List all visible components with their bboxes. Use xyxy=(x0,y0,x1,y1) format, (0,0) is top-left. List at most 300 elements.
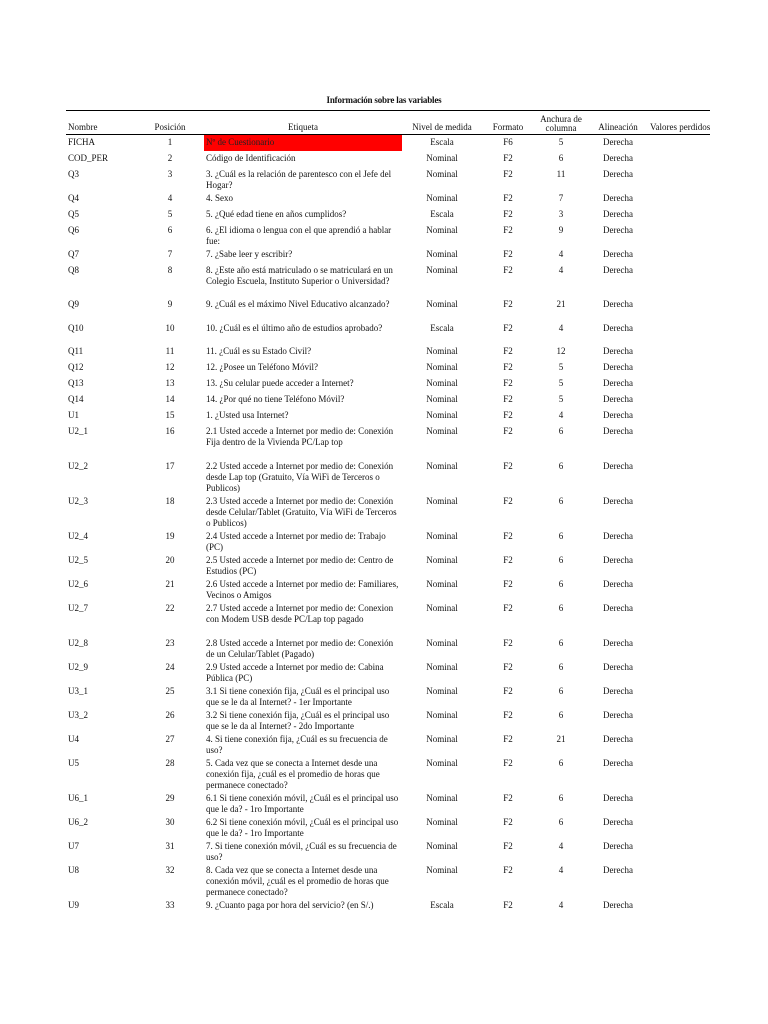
table-row xyxy=(66,529,742,553)
cell-posicion: 28 xyxy=(165,758,175,768)
cell-posicion: 14 xyxy=(165,394,175,404)
cell-anchura: 6 xyxy=(558,461,564,471)
cell-alineacion: Derecha xyxy=(603,193,633,203)
cell-anchura: 5 xyxy=(558,137,564,147)
cell-nivel: Nominal xyxy=(426,225,458,235)
cell-formato: F2 xyxy=(503,900,513,910)
cell-etiqueta: Nº de Cuestionario xyxy=(204,135,402,151)
cell-nivel: Nominal xyxy=(426,153,458,163)
cell-anchura: 6 xyxy=(558,496,564,506)
cell-nombre: U2_9 xyxy=(68,662,88,672)
cell-anchura: 4 xyxy=(558,265,564,275)
cell-posicion: 19 xyxy=(165,531,175,541)
cell-etiqueta: 10. ¿Cuál es el último año de estudios aprobado? xyxy=(206,323,383,333)
cell-nombre: Q12 xyxy=(68,362,84,372)
cell-nivel: Nominal xyxy=(426,249,458,259)
cell-etiqueta: 7. Si tiene conexión móvil, ¿Cuál es su frecuencia de uso? xyxy=(206,841,397,862)
header-valores: Valores perdidos xyxy=(650,122,711,132)
cell-nombre: Q7 xyxy=(68,249,79,259)
cell-formato: F2 xyxy=(503,299,513,309)
cell-formato: F2 xyxy=(503,426,513,436)
cell-etiqueta: 2.5 Usted accede a Internet por medio de: Centro de Estudios (PC) xyxy=(206,555,394,576)
cell-anchura: 4 xyxy=(558,900,564,910)
cell-formato: F2 xyxy=(503,394,513,404)
cell-etiqueta: 14. ¿Por qué no tiene Teléfono Móvil? xyxy=(206,394,345,404)
cell-etiqueta: Código de Identificación xyxy=(206,153,296,163)
cell-formato: F2 xyxy=(503,817,513,827)
cell-etiqueta: 2.2 Usted accede a Internet por medio de: Conexión desde Lap top (Gratuito, Vía WiFi de Terceros o Publicos) xyxy=(206,461,394,493)
cell-nivel: Nominal xyxy=(426,603,458,613)
cell-nivel: Nominal xyxy=(426,793,458,803)
cell-valores-perdidos xyxy=(648,791,742,815)
table-row xyxy=(66,898,742,918)
cell-posicion: 3 xyxy=(167,169,173,179)
cell-posicion: 27 xyxy=(165,734,175,744)
cell-valores-perdidos xyxy=(648,660,742,684)
cell-alineacion: Derecha xyxy=(603,362,633,372)
cell-nombre: Q5 xyxy=(68,209,79,219)
cell-formato: F2 xyxy=(503,193,513,203)
cell-nombre: Q3 xyxy=(68,169,79,179)
cell-nombre: U6_1 xyxy=(68,793,88,803)
table-row xyxy=(66,839,742,863)
cell-posicion: 20 xyxy=(165,555,175,565)
table-row xyxy=(66,577,742,601)
cell-etiqueta: 9. ¿Cuanto paga por hora del servicio? (en S/.) xyxy=(206,900,374,910)
cell-nombre: Q11 xyxy=(68,346,84,356)
cell-formato: F2 xyxy=(503,710,513,720)
cell-valores-perdidos xyxy=(648,601,742,636)
cell-anchura: 4 xyxy=(558,249,564,259)
header-nombre: Nombre xyxy=(68,122,98,132)
cell-posicion: 21 xyxy=(165,579,175,589)
cell-anchura: 6 xyxy=(558,603,564,613)
cell-anchura: 4 xyxy=(558,841,564,851)
table-row xyxy=(66,263,742,297)
table-header-row xyxy=(66,111,742,135)
cell-posicion: 13 xyxy=(165,378,175,388)
cell-alineacion: Derecha xyxy=(603,638,633,648)
cell-anchura: 6 xyxy=(558,793,564,803)
cell-alineacion: Derecha xyxy=(603,169,633,179)
cell-posicion: 1 xyxy=(167,137,173,147)
cell-valores-perdidos xyxy=(648,263,742,297)
cell-alineacion: Derecha xyxy=(603,793,633,803)
cell-anchura: 4 xyxy=(558,865,564,875)
table-row xyxy=(66,135,742,151)
cell-nombre: U5 xyxy=(68,758,79,768)
table-row xyxy=(66,408,742,424)
cell-anchura: 21 xyxy=(556,299,566,309)
cell-nombre: U1 xyxy=(68,410,79,420)
cell-posicion: 12 xyxy=(165,362,175,372)
table-row xyxy=(66,636,742,660)
cell-nivel: Escala xyxy=(430,900,454,910)
cell-valores-perdidos xyxy=(648,167,742,191)
cell-nivel: Nominal xyxy=(426,579,458,589)
table-row xyxy=(66,321,742,344)
cell-alineacion: Derecha xyxy=(603,841,633,851)
cell-nivel: Escala xyxy=(430,323,454,333)
cell-anchura: 6 xyxy=(558,579,564,589)
cell-nivel: Nominal xyxy=(426,193,458,203)
cell-nivel: Nominal xyxy=(426,531,458,541)
cell-valores-perdidos xyxy=(648,708,742,732)
cell-etiqueta: 12. ¿Posee un Teléfono Móvil? xyxy=(206,362,318,372)
cell-valores-perdidos xyxy=(648,360,742,376)
table-row xyxy=(66,424,742,459)
cell-nombre: U6_2 xyxy=(68,817,88,827)
cell-etiqueta: 2.1 Usted accede a Internet por medio de: Conexión Fija dentro de la Vivienda PC/Lap top xyxy=(206,426,394,447)
cell-anchura: 6 xyxy=(558,710,564,720)
cell-alineacion: Derecha xyxy=(603,209,633,219)
cell-alineacion: Derecha xyxy=(603,758,633,768)
header-formato: Formato xyxy=(492,122,524,132)
cell-valores-perdidos xyxy=(648,898,742,918)
cell-valores-perdidos xyxy=(648,494,742,529)
cell-anchura: 6 xyxy=(558,686,564,696)
cell-anchura: 5 xyxy=(558,394,564,404)
table-row xyxy=(66,167,742,191)
cell-nivel: Nominal xyxy=(426,555,458,565)
cell-posicion: 31 xyxy=(165,841,175,851)
table-row xyxy=(66,791,742,815)
cell-nivel: Nominal xyxy=(426,265,458,275)
table-row xyxy=(66,297,742,321)
cell-nivel: Nominal xyxy=(426,865,458,875)
table-row xyxy=(66,756,742,791)
cell-valores-perdidos xyxy=(648,247,742,263)
cell-posicion: 18 xyxy=(165,496,175,506)
cell-etiqueta: 2.4 Usted accede a Internet por medio de: Trabajo (PC) xyxy=(206,531,386,552)
cell-valores-perdidos xyxy=(648,424,742,459)
cell-posicion: 24 xyxy=(165,662,175,672)
cell-nombre: U2_7 xyxy=(68,603,88,613)
cell-valores-perdidos xyxy=(648,732,742,756)
cell-etiqueta: 2.7 Usted accede a Internet por medio de: Conexion con Modem USB desde PC/Lap top pagado xyxy=(206,603,394,624)
cell-formato: F2 xyxy=(503,531,513,541)
cell-nivel: Nominal xyxy=(426,169,458,179)
cell-valores-perdidos xyxy=(648,191,742,207)
cell-nivel: Nominal xyxy=(426,662,458,672)
cell-formato: F2 xyxy=(503,362,513,372)
cell-formato: F2 xyxy=(503,346,513,356)
table-row xyxy=(66,191,742,207)
cell-formato: F2 xyxy=(503,461,513,471)
cell-nombre: U2_6 xyxy=(68,579,88,589)
cell-nombre: U2_1 xyxy=(68,426,88,436)
cell-etiqueta: 5. ¿Qué edad tiene en años cumplidos? xyxy=(206,209,347,219)
cell-alineacion: Derecha xyxy=(603,426,633,436)
cell-nivel: Escala xyxy=(430,209,454,219)
table-row xyxy=(66,684,742,708)
cell-alineacion: Derecha xyxy=(603,686,633,696)
cell-posicion: 26 xyxy=(165,710,175,720)
cell-alineacion: Derecha xyxy=(603,461,633,471)
cell-anchura: 4 xyxy=(558,323,564,333)
cell-anchura: 9 xyxy=(558,225,564,235)
cell-alineacion: Derecha xyxy=(603,734,633,744)
cell-posicion: 4 xyxy=(167,193,173,203)
cell-nombre: Q9 xyxy=(68,299,79,309)
cell-posicion: 8 xyxy=(167,265,173,275)
table-row xyxy=(66,376,742,392)
cell-valores-perdidos xyxy=(648,459,742,494)
cell-posicion: 7 xyxy=(167,249,173,259)
cell-formato: F2 xyxy=(503,686,513,696)
cell-nivel: Nominal xyxy=(426,410,458,420)
cell-formato: F2 xyxy=(503,323,513,333)
cell-formato: F2 xyxy=(503,758,513,768)
cell-nombre: U4 xyxy=(68,734,79,744)
cell-nivel: Nominal xyxy=(426,461,458,471)
cell-posicion: 17 xyxy=(165,461,175,471)
cell-alineacion: Derecha xyxy=(603,555,633,565)
cell-nombre: U3_1 xyxy=(68,686,88,696)
cell-anchura: 6 xyxy=(558,555,564,565)
table-row xyxy=(66,151,742,167)
cell-nombre: U2_8 xyxy=(68,638,88,648)
cell-valores-perdidos xyxy=(648,135,742,151)
table-row xyxy=(66,815,742,839)
cell-formato: F2 xyxy=(503,410,513,420)
table-row xyxy=(66,732,742,756)
table-row xyxy=(66,207,742,223)
cell-alineacion: Derecha xyxy=(603,225,633,235)
table-row xyxy=(66,494,742,529)
cell-alineacion: Derecha xyxy=(603,378,633,388)
cell-formato: F2 xyxy=(503,209,513,219)
table-row xyxy=(66,459,742,494)
cell-valores-perdidos xyxy=(648,392,742,408)
cell-alineacion: Derecha xyxy=(603,817,633,827)
cell-valores-perdidos xyxy=(648,636,742,660)
cell-etiqueta: 6. ¿El idioma o lengua con el que aprendió a hablar fue: xyxy=(206,225,392,246)
cell-nombre: Q10 xyxy=(68,323,84,333)
cell-formato: F2 xyxy=(503,153,513,163)
table-row xyxy=(66,660,742,684)
variables-table xyxy=(66,111,742,918)
cell-posicion: 32 xyxy=(165,865,175,875)
cell-etiqueta: 8. ¿Este año está matriculado o se matriculará en un Colegio Escuela, Instituto Superior o Universidad? xyxy=(206,265,393,286)
cell-nivel: Nominal xyxy=(426,378,458,388)
cell-formato: F2 xyxy=(503,496,513,506)
cell-nivel: Nominal xyxy=(426,710,458,720)
cell-nivel: Nominal xyxy=(426,426,458,436)
cell-nivel: Nominal xyxy=(426,686,458,696)
cell-alineacion: Derecha xyxy=(603,710,633,720)
cell-valores-perdidos xyxy=(648,756,742,791)
cell-alineacion: Derecha xyxy=(603,603,633,613)
cell-posicion: 15 xyxy=(165,410,175,420)
cell-posicion: 30 xyxy=(165,817,175,827)
cell-posicion: 22 xyxy=(165,603,175,613)
cell-nivel: Nominal xyxy=(426,362,458,372)
cell-alineacion: Derecha xyxy=(603,323,633,333)
cell-nivel: Nominal xyxy=(426,817,458,827)
cell-nombre: U9 xyxy=(68,900,79,910)
cell-etiqueta: 2.6 Usted accede a Internet por medio de: Familiares, Vecinos o Amigos xyxy=(206,579,399,600)
cell-alineacion: Derecha xyxy=(603,662,633,672)
cell-etiqueta: 11. ¿Cuál es su Estado Civil? xyxy=(206,346,312,356)
cell-nivel: Nominal xyxy=(426,734,458,744)
cell-formato: F2 xyxy=(503,662,513,672)
cell-formato: F2 xyxy=(503,793,513,803)
cell-alineacion: Derecha xyxy=(603,579,633,589)
cell-formato: F2 xyxy=(503,734,513,744)
cell-nombre: Q8 xyxy=(68,265,79,275)
cell-nombre: U2_3 xyxy=(68,496,88,506)
cell-nivel: Nominal xyxy=(426,638,458,648)
cell-etiqueta: 4. Sexo xyxy=(206,193,233,203)
header-anchura: Anchura de columna xyxy=(540,114,582,133)
cell-posicion: 16 xyxy=(165,426,175,436)
cell-nivel: Nominal xyxy=(426,394,458,404)
cell-nombre: U2_4 xyxy=(68,531,88,541)
cell-formato: F2 xyxy=(503,169,513,179)
cell-anchura: 5 xyxy=(558,378,564,388)
cell-formato: F2 xyxy=(503,555,513,565)
table-row xyxy=(66,863,742,898)
cell-nombre: U7 xyxy=(68,841,79,851)
cell-anchura: 5 xyxy=(558,362,564,372)
cell-nombre: U2_5 xyxy=(68,555,88,565)
cell-nombre: Q14 xyxy=(68,394,84,404)
cell-posicion: 23 xyxy=(165,638,175,648)
cell-nombre: U3_2 xyxy=(68,710,88,720)
cell-formato: F2 xyxy=(503,249,513,259)
cell-posicion: 9 xyxy=(167,299,173,309)
cell-posicion: 2 xyxy=(167,153,173,163)
cell-alineacion: Derecha xyxy=(603,531,633,541)
cell-valores-perdidos xyxy=(648,815,742,839)
cell-alineacion: Derecha xyxy=(603,496,633,506)
cell-anchura: 6 xyxy=(558,662,564,672)
cell-alineacion: Derecha xyxy=(603,265,633,275)
cell-nivel: Nominal xyxy=(426,346,458,356)
cell-valores-perdidos xyxy=(648,577,742,601)
cell-valores-perdidos xyxy=(648,376,742,392)
cell-etiqueta: 3.1 Si tiene conexión fija, ¿Cuál es el principal uso que se le da al Internet? - 1er Importante xyxy=(206,686,390,707)
table-row xyxy=(66,553,742,577)
table-row xyxy=(66,247,742,263)
cell-etiqueta: 9. ¿Cuál es el máximo Nivel Educativo alcanzado? xyxy=(206,299,390,309)
cell-alineacion: Derecha xyxy=(603,299,633,309)
cell-valores-perdidos xyxy=(648,529,742,553)
cell-anchura: 6 xyxy=(558,817,564,827)
cell-anchura: 3 xyxy=(558,209,564,219)
cell-nombre: COD_PER xyxy=(68,153,109,163)
cell-formato: F6 xyxy=(503,137,513,147)
cell-formato: F2 xyxy=(503,865,513,875)
cell-valores-perdidos xyxy=(648,408,742,424)
cell-formato: F2 xyxy=(503,603,513,613)
cell-formato: F2 xyxy=(503,225,513,235)
cell-alineacion: Derecha xyxy=(603,137,633,147)
cell-nombre: U2_2 xyxy=(68,461,88,471)
cell-valores-perdidos xyxy=(648,863,742,898)
cell-nivel: Nominal xyxy=(426,299,458,309)
cell-anchura: 6 xyxy=(558,426,564,436)
cell-anchura: 21 xyxy=(556,734,566,744)
cell-valores-perdidos xyxy=(648,223,742,247)
cell-alineacion: Derecha xyxy=(603,394,633,404)
cell-anchura: 6 xyxy=(558,758,564,768)
cell-formato: F2 xyxy=(503,579,513,589)
cell-etiqueta: 7. ¿Sabe leer y escribir? xyxy=(206,249,293,259)
cell-alineacion: Derecha xyxy=(603,900,633,910)
cell-posicion: 11 xyxy=(165,346,175,356)
cell-formato: F2 xyxy=(503,638,513,648)
header-nivel: Nivel de medida xyxy=(412,122,472,132)
cell-etiqueta: 2.3 Usted accede a Internet por medio de: Conexión desde Celular/Tablet (Gratuito, Vía WiFi de Terceros o Publicos) xyxy=(206,496,397,528)
cell-alineacion: Derecha xyxy=(603,153,633,163)
cell-valores-perdidos xyxy=(648,839,742,863)
header-alineacion: Alineación xyxy=(598,122,638,132)
cell-valores-perdidos xyxy=(648,297,742,321)
document-title: Información sobre las variables xyxy=(326,95,442,105)
table-row xyxy=(66,601,742,636)
table-row xyxy=(66,223,742,247)
cell-nivel: Nominal xyxy=(426,758,458,768)
cell-formato: F2 xyxy=(503,841,513,851)
cell-anchura: 6 xyxy=(558,153,564,163)
cell-etiqueta: 6.2 Si tiene conexión móvil, ¿Cuál es el principal uso que le da? - 1ro Importante xyxy=(206,817,399,838)
cell-alineacion: Derecha xyxy=(603,346,633,356)
cell-etiqueta: 1. ¿Usted usa Internet? xyxy=(206,410,289,420)
cell-nombre: U8 xyxy=(68,865,79,875)
cell-etiqueta: 8. Cada vez que se conecta a Internet desde una conexión móvil, ¿cuál es el promedio de horas que permanece conectado? xyxy=(206,865,389,897)
cell-valores-perdidos xyxy=(648,344,742,360)
header-etiqueta: Etiqueta xyxy=(288,122,318,132)
cell-nivel: Escala xyxy=(430,137,454,147)
header-posicion: Posición xyxy=(154,122,186,132)
table-row xyxy=(66,392,742,408)
cell-anchura: 7 xyxy=(558,193,564,203)
table-row xyxy=(66,360,742,376)
cell-anchura: 6 xyxy=(558,638,564,648)
cell-posicion: 33 xyxy=(165,900,175,910)
cell-posicion: 5 xyxy=(167,209,173,219)
cell-posicion: 10 xyxy=(165,323,175,333)
cell-formato: F2 xyxy=(503,265,513,275)
cell-nombre: Q13 xyxy=(68,378,84,388)
cell-valores-perdidos xyxy=(648,207,742,223)
cell-anchura: 12 xyxy=(556,346,566,356)
table-row xyxy=(66,708,742,732)
cell-anchura: 11 xyxy=(556,169,566,179)
cell-etiqueta: 2.9 Usted accede a Internet por medio de: Cabina Pública (PC) xyxy=(206,662,384,683)
cell-nombre: FICHA xyxy=(68,137,96,147)
cell-posicion: 25 xyxy=(165,686,175,696)
cell-valores-perdidos xyxy=(648,553,742,577)
cell-etiqueta: 5. Cada vez que se conecta a Internet desde una conexión fija, ¿cuál es el promedio de horas que permanece conectado? xyxy=(206,758,380,790)
cell-alineacion: Derecha xyxy=(603,865,633,875)
cell-etiqueta: 3. ¿Cuál es la relación de parentesco con el Jefe del Hogar? xyxy=(206,169,392,190)
cell-anchura: 4 xyxy=(558,410,564,420)
cell-valores-perdidos xyxy=(648,321,742,344)
cell-etiqueta: 4. Si tiene conexión fija, ¿Cuál es su frecuencia de uso? xyxy=(206,734,388,755)
cell-alineacion: Derecha xyxy=(603,249,633,259)
cell-anchura: 6 xyxy=(558,531,564,541)
cell-etiqueta: 13. ¿Su celular puede acceder a Internet? xyxy=(206,378,354,388)
cell-etiqueta: 2.8 Usted accede a Internet por medio de: Conexión de un Celular/Tablet (Pagado) xyxy=(206,638,394,659)
cell-etiqueta: 3.2 Si tiene conexión fija, ¿Cuál es el principal uso que se le da al Internet? - 2do Importante xyxy=(206,710,390,731)
cell-nombre: Q4 xyxy=(68,193,79,203)
table-row xyxy=(66,344,742,360)
cell-posicion: 29 xyxy=(165,793,175,803)
cell-alineacion: Derecha xyxy=(603,410,633,420)
